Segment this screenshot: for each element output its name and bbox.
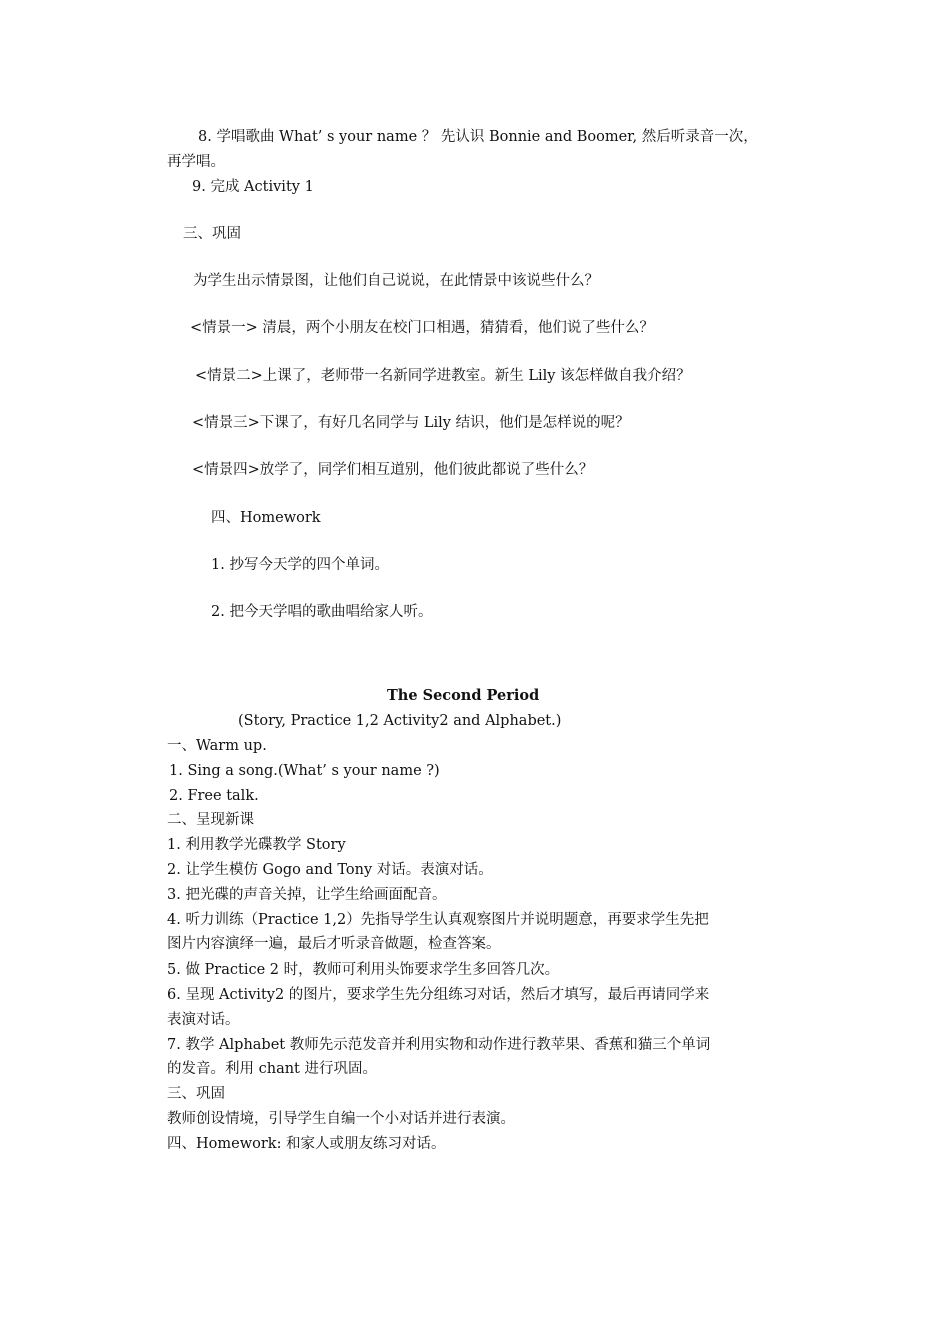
new-lesson-item-6-line1: 6. 呈现 Activity2 的图片，要求学生先分组练习对话，然后才填写，最后再请同学来 [167, 987, 710, 1003]
period-title: The Second Period [387, 687, 540, 704]
new-lesson-item-6-line2: 表演对话。 [167, 1012, 240, 1028]
period-subtitle: (Story, Practice 1,2 Activity2 and Alphabet.) [238, 713, 562, 729]
new-lesson-item-4-line1: 4. 听力训练（Practice 1,2）先指导学生认真观察图片并说明题意，再要求学生先把 [167, 912, 709, 928]
scenario-4: <情景四>放学了，同学们相互道别，他们彼此都说了些什么？ [192, 462, 594, 478]
section3-intro: 为学生出示情景图，让他们自己说说，在此情景中该说些什么？ [193, 273, 599, 289]
new-lesson-item-2: 2. 让学生模仿 Gogo and Tony 对话。表演对话。 [167, 862, 493, 878]
new-lesson-item-5: 5. 做 Practice 2 时，教师可利用头饰要求学生多回答几次。 [167, 962, 560, 978]
new-lesson-item-3: 3. 把光碟的声音关掉，让学生给画面配音。 [167, 887, 447, 903]
scenario-3: <情景三>下课了，有好几名同学与 Lily 结识，他们是怎样说的呢？ [192, 415, 630, 431]
warm-up-item-1: 1. Sing a song.(What’ s your name ?) [169, 763, 440, 779]
homework-item-2: 2. 把今天学唱的歌曲唱给家人听。 [211, 604, 433, 620]
consolidation-text: 教师创设情境，引导学生自编一个小对话并进行表演。 [167, 1111, 515, 1127]
scenario-1: <情景一> 清晨，两个小朋友在校门口相遇，猜猜看，他们说了些什么？ [190, 320, 654, 336]
new-lesson-heading: 二、呈现新课 [167, 812, 254, 828]
item-9: 9. 完成 Activity 1 [192, 179, 314, 195]
new-lesson-item-7-line1: 7. 教学 Alphabet 教师先示范发音并利用实物和动作进行教苹果、香蕉和猫三个单词 [167, 1037, 711, 1053]
new-lesson-item-1: 1. 利用教学光碟教学 Story [167, 837, 346, 853]
new-lesson-item-7-line2: 的发音。利用 chant 进行巩固。 [167, 1061, 377, 1077]
warm-up-heading: 一、Warm up. [167, 738, 267, 754]
warm-up-item-2: 2. Free talk. [169, 788, 259, 804]
section4-heading: 四、Homework [211, 510, 321, 526]
item-8-line2: 再学唱。 [167, 154, 225, 170]
homework-line: 四、Homework: 和家人或朋友练习对话。 [167, 1136, 446, 1152]
homework-item-1: 1. 抄写今天学的四个单词。 [211, 557, 389, 573]
consolidation-heading: 三、巩固 [167, 1086, 225, 1102]
scenario-2: <情景二>上课了，老师带一名新同学进教室。新生 Lily 该怎样做自我介绍？ [195, 368, 691, 384]
section3-heading: 三、巩固 [183, 226, 241, 242]
item-8-line1: 8. 学唱歌曲 What’ s your name ？ 先认识 Bonnie and Boomer, 然后听录音一次， [198, 129, 758, 145]
new-lesson-item-4-line2: 图片内容演绎一遍，最后才听录音做题，检查答案。 [167, 936, 501, 952]
